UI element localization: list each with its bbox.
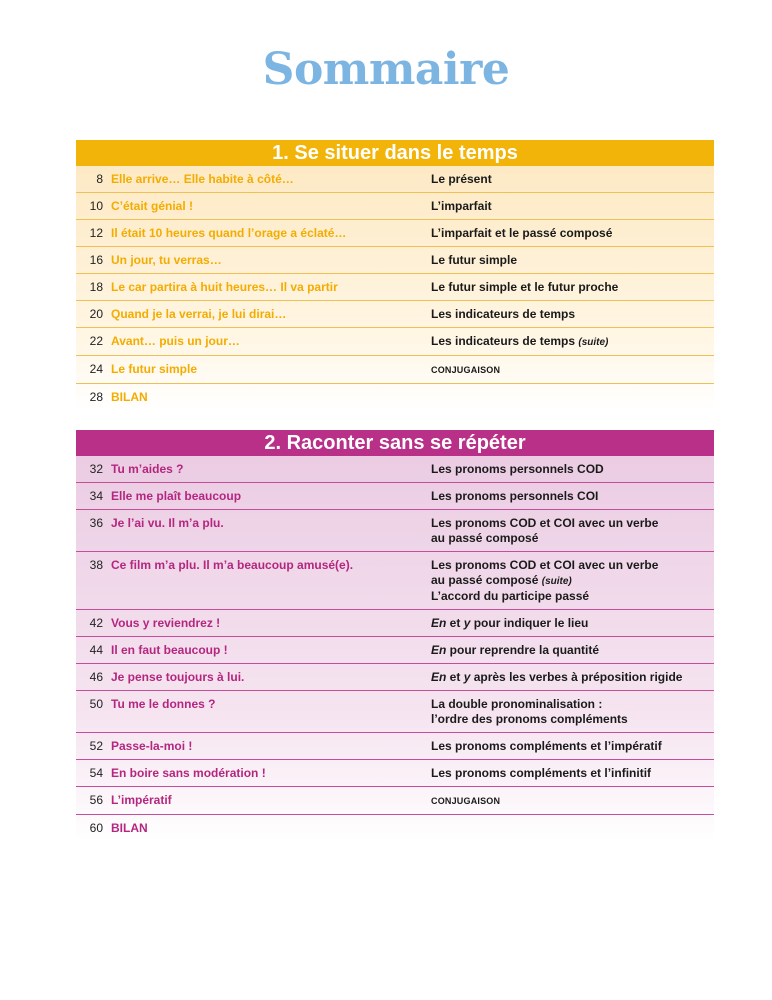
grammar-topic: Les pronoms compléments et l’infinitif <box>431 766 652 780</box>
topic-em: y <box>463 616 471 630</box>
topic-mid: et <box>446 616 464 630</box>
lesson-title[interactable]: Je pense toujours à lui. <box>111 670 245 684</box>
topic-mid: et <box>446 670 464 684</box>
lesson-title[interactable]: C’était génial ! <box>111 199 194 213</box>
toc-row[interactable] <box>76 552 714 610</box>
toc-row[interactable] <box>76 510 714 552</box>
topic-line: Les pronoms COD et COI avec un verbe <box>431 516 659 530</box>
page-number: 46 <box>89 670 103 684</box>
lesson-title[interactable]: BILAN <box>111 390 148 404</box>
lesson-title[interactable]: En boire sans modération ! <box>111 766 266 780</box>
toc-row[interactable] <box>76 328 714 356</box>
page-number: 34 <box>89 489 103 503</box>
page-number: 24 <box>89 362 103 376</box>
page-title: Sommaire <box>262 44 510 95</box>
section-rows <box>76 456 714 841</box>
lesson-title[interactable]: BILAN <box>111 821 148 835</box>
grammar-topic: Les pronoms personnels COD <box>431 462 604 476</box>
grammar-topic <box>431 793 714 809</box>
toc-row[interactable] <box>76 664 714 691</box>
grammar-topic <box>431 643 714 658</box>
grammar-topic-text: Les indicateurs de temps <box>431 334 576 348</box>
topic-em: En <box>431 643 447 657</box>
grammar-topic <box>431 558 714 604</box>
lesson-title[interactable]: Tu m’aides ? <box>111 462 184 476</box>
toc-row[interactable] <box>76 815 714 841</box>
grammar-topic: L’imparfait et le passé composé <box>431 226 613 240</box>
grammar-topic <box>431 334 714 350</box>
topic-line: Les pronoms COD et COI avec un verbe <box>431 558 659 572</box>
toc-row[interactable] <box>76 760 714 787</box>
topic-em: y <box>463 670 471 684</box>
lesson-title[interactable]: Quand je la verrai, je lui dirai… <box>111 307 287 321</box>
grammar-topic: L’imparfait <box>431 199 492 213</box>
page-number: 54 <box>89 766 103 780</box>
toc-row[interactable] <box>76 247 714 274</box>
lesson-title[interactable]: Passe-la-moi ! <box>111 739 193 753</box>
toc-row[interactable] <box>76 637 714 664</box>
page-number: 38 <box>89 558 103 572</box>
toc-row[interactable] <box>76 193 714 220</box>
grammar-topic <box>431 516 714 546</box>
page-number: 44 <box>89 643 103 657</box>
lesson-title[interactable]: Vous y reviendrez ! <box>111 616 221 630</box>
topic-line: La double pronominalisation : <box>431 697 603 711</box>
page-number: 12 <box>89 226 103 240</box>
section-rows <box>76 166 714 410</box>
suite-note: (suite) <box>578 337 609 348</box>
topic-line <box>431 573 714 589</box>
grammar-topic: Le présent <box>431 172 492 186</box>
lesson-title[interactable]: Elle arrive… Elle habite à côté… <box>111 172 294 186</box>
page-number: 60 <box>89 821 103 835</box>
toc-row[interactable] <box>76 220 714 247</box>
topic-rest: pour indiquer le lieu <box>470 616 589 630</box>
page-number: 18 <box>89 280 103 294</box>
toc-row[interactable] <box>76 166 714 193</box>
lesson-title[interactable]: Il était 10 heures quand l’orage a éclaté… <box>111 226 347 240</box>
toc-row[interactable] <box>76 610 714 637</box>
topic-line-text: au passé composé <box>431 573 539 587</box>
lesson-title[interactable]: Avant… puis un jour… <box>111 334 240 348</box>
grammar-topic: Les pronoms personnels COI <box>431 489 599 503</box>
toc-row[interactable] <box>76 787 714 815</box>
lesson-title[interactable]: Ce film m’a plu. Il m’a beaucoup amusé(e). <box>111 558 354 572</box>
topic-line: L’accord du participe passé <box>431 589 590 603</box>
section-header: 1. Se situer dans le temps <box>76 140 714 166</box>
page-number: 52 <box>89 739 103 753</box>
lesson-title[interactable]: Un jour, tu verras… <box>111 253 222 267</box>
topic-rest: pour reprendre la quantité <box>446 643 600 657</box>
page-number: 22 <box>89 334 103 348</box>
page-number: 42 <box>89 616 103 630</box>
page-number: 32 <box>89 462 103 476</box>
page-number: 56 <box>89 793 103 807</box>
lesson-title[interactable]: Le car partira à huit heures… Il va partir <box>111 280 338 294</box>
lesson-title[interactable]: Tu me le donnes ? <box>111 697 216 711</box>
grammar-topic <box>431 697 714 727</box>
toc-row[interactable] <box>76 356 714 384</box>
conjugaison-label: CONJUGAISON <box>431 796 501 806</box>
grammar-topic: Les pronoms compléments et l’impératif <box>431 739 662 753</box>
page-number: 20 <box>89 307 103 321</box>
toc-row[interactable] <box>76 733 714 760</box>
lesson-title[interactable]: Il en faut beaucoup ! <box>111 643 228 657</box>
grammar-topic <box>431 670 714 685</box>
page-number: 8 <box>96 172 103 186</box>
lesson-title[interactable]: L’impératif <box>111 793 172 807</box>
lesson-title[interactable]: Le futur simple <box>111 362 198 376</box>
toc-row[interactable] <box>76 483 714 510</box>
suite-note: (suite) <box>541 576 572 587</box>
page-number: 50 <box>89 697 103 711</box>
toc-row[interactable] <box>76 274 714 301</box>
lesson-title[interactable]: Elle me plaît beaucoup <box>111 489 242 503</box>
lesson-title[interactable]: Je l’ai vu. Il m’a plu. <box>111 516 224 530</box>
section-2 <box>76 430 714 841</box>
section-1 <box>76 140 714 410</box>
toc-row[interactable] <box>76 384 714 410</box>
grammar-topic: Les indicateurs de temps <box>431 307 576 321</box>
grammar-topic: Le futur simple <box>431 253 518 267</box>
toc-row[interactable] <box>76 691 714 733</box>
page-number: 16 <box>89 253 103 267</box>
conjugaison-label: CONJUGAISON <box>431 365 501 375</box>
page-number: 10 <box>89 199 103 213</box>
toc-row[interactable] <box>76 301 714 328</box>
topic-line: au passé composé <box>431 531 539 545</box>
page-number: 36 <box>89 516 103 530</box>
section-header: 2. Raconter sans se répéter <box>76 430 714 456</box>
grammar-topic <box>431 616 714 631</box>
topic-em: En <box>431 670 447 684</box>
page-number: 28 <box>89 390 103 404</box>
topic-em: En <box>431 616 447 630</box>
topic-line: l’ordre des pronoms compléments <box>431 712 628 726</box>
topic-rest: après les verbes à préposition rigide <box>470 670 683 684</box>
grammar-topic <box>431 362 714 378</box>
toc-row[interactable] <box>76 456 714 483</box>
grammar-topic: Le futur simple et le futur proche <box>431 280 619 294</box>
